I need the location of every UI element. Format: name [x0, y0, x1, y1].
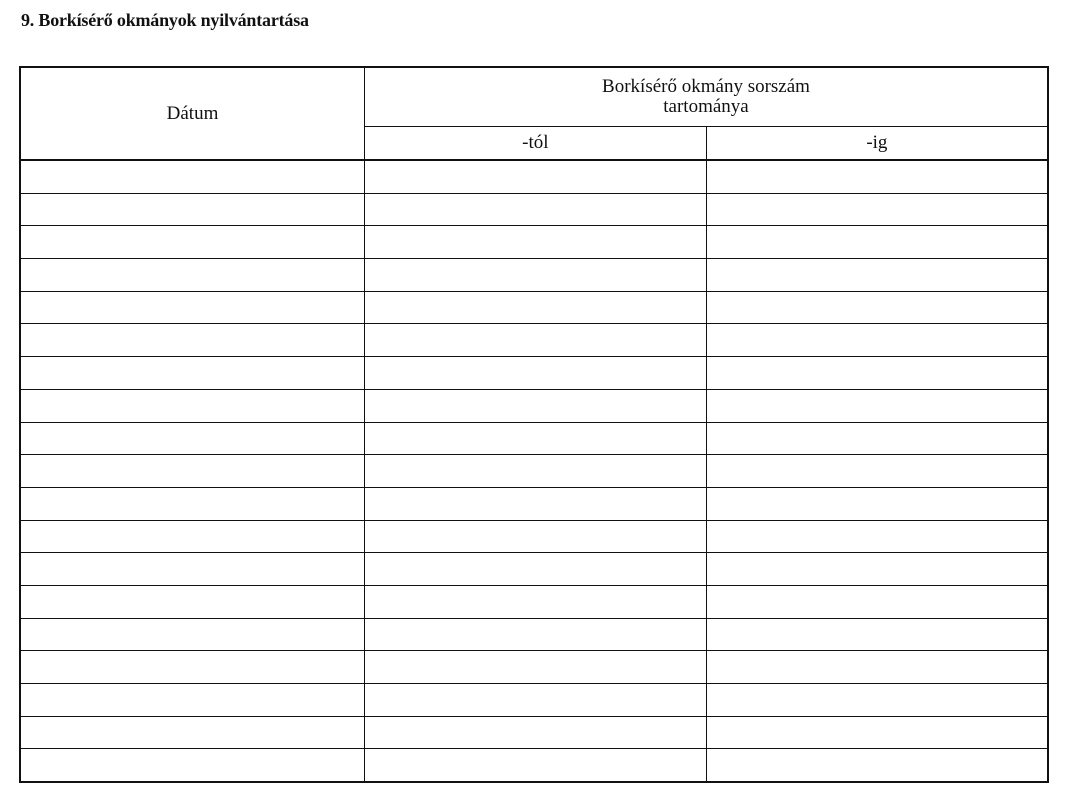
from-cell[interactable] — [365, 291, 707, 324]
to-cell[interactable] — [706, 422, 1048, 455]
from-cell[interactable] — [365, 585, 707, 618]
date-cell[interactable] — [20, 422, 365, 455]
table-row — [20, 749, 1048, 782]
date-cell[interactable] — [20, 389, 365, 422]
date-cell[interactable] — [20, 520, 365, 553]
from-cell[interactable] — [365, 487, 707, 520]
date-cell[interactable] — [20, 585, 365, 618]
table-row — [20, 651, 1048, 684]
table-row — [20, 553, 1048, 586]
date-cell[interactable] — [20, 357, 365, 390]
range-caption-line-1: Borkísérő okmány sorszám — [602, 76, 810, 97]
to-cell[interactable] — [706, 520, 1048, 553]
table-row — [20, 487, 1048, 520]
from-cell[interactable] — [365, 259, 707, 292]
to-cell[interactable] — [706, 716, 1048, 749]
to-column-header: -ig — [706, 127, 1048, 161]
table-row — [20, 520, 1048, 553]
from-cell[interactable] — [365, 716, 707, 749]
date-column-header: Dátum — [20, 67, 365, 160]
from-column-header: -tól — [365, 127, 707, 161]
to-cell[interactable] — [706, 684, 1048, 717]
from-cell[interactable] — [365, 422, 707, 455]
table-row — [20, 389, 1048, 422]
table-row — [20, 193, 1048, 226]
date-cell[interactable] — [20, 193, 365, 226]
from-cell[interactable] — [365, 684, 707, 717]
to-cell[interactable] — [706, 160, 1048, 193]
date-cell[interactable] — [20, 618, 365, 651]
date-cell[interactable] — [20, 160, 365, 193]
table-row — [20, 324, 1048, 357]
table-row — [20, 455, 1048, 488]
table-row — [20, 291, 1048, 324]
to-cell[interactable] — [706, 324, 1048, 357]
table-body — [20, 160, 1048, 782]
to-cell[interactable] — [706, 226, 1048, 259]
date-cell[interactable] — [20, 749, 365, 782]
table-row — [20, 259, 1048, 292]
date-cell[interactable] — [20, 553, 365, 586]
table-row — [20, 357, 1048, 390]
date-cell[interactable] — [20, 651, 365, 684]
from-cell[interactable] — [365, 389, 707, 422]
table-row — [20, 160, 1048, 193]
table-row — [20, 618, 1048, 651]
to-cell[interactable] — [706, 749, 1048, 782]
from-cell[interactable] — [365, 455, 707, 488]
table-row — [20, 716, 1048, 749]
date-cell[interactable] — [20, 324, 365, 357]
from-cell[interactable] — [365, 324, 707, 357]
to-cell[interactable] — [706, 455, 1048, 488]
date-cell[interactable] — [20, 716, 365, 749]
from-cell[interactable] — [365, 749, 707, 782]
date-cell[interactable] — [20, 487, 365, 520]
document-title: 9. Borkísérő okmányok nyilvántartása — [21, 10, 309, 30]
from-cell[interactable] — [365, 160, 707, 193]
to-cell[interactable] — [706, 618, 1048, 651]
date-cell[interactable] — [20, 226, 365, 259]
table-row — [20, 422, 1048, 455]
date-cell[interactable] — [20, 259, 365, 292]
from-cell[interactable] — [365, 651, 707, 684]
to-cell[interactable] — [706, 585, 1048, 618]
from-cell[interactable] — [365, 226, 707, 259]
table-header — [20, 67, 1048, 160]
from-cell[interactable] — [365, 357, 707, 390]
to-cell[interactable] — [706, 651, 1048, 684]
table-row — [20, 684, 1048, 717]
date-cell[interactable] — [20, 291, 365, 324]
to-cell[interactable] — [706, 193, 1048, 226]
range-caption — [365, 77, 1047, 117]
to-cell[interactable] — [706, 357, 1048, 390]
from-cell[interactable] — [365, 553, 707, 586]
from-cell[interactable] — [365, 520, 707, 553]
date-cell[interactable] — [20, 455, 365, 488]
table-row — [20, 585, 1048, 618]
date-cell[interactable] — [20, 684, 365, 717]
to-cell[interactable] — [706, 259, 1048, 292]
range-column-header — [365, 67, 1049, 127]
to-cell[interactable] — [706, 553, 1048, 586]
to-cell[interactable] — [706, 291, 1048, 324]
table-row — [20, 226, 1048, 259]
to-cell[interactable] — [706, 389, 1048, 422]
header-row-main — [20, 67, 1048, 127]
register-table — [19, 66, 1049, 783]
to-cell[interactable] — [706, 487, 1048, 520]
from-cell[interactable] — [365, 193, 707, 226]
from-cell[interactable] — [365, 618, 707, 651]
range-caption-line-2: tartománya — [663, 96, 749, 117]
